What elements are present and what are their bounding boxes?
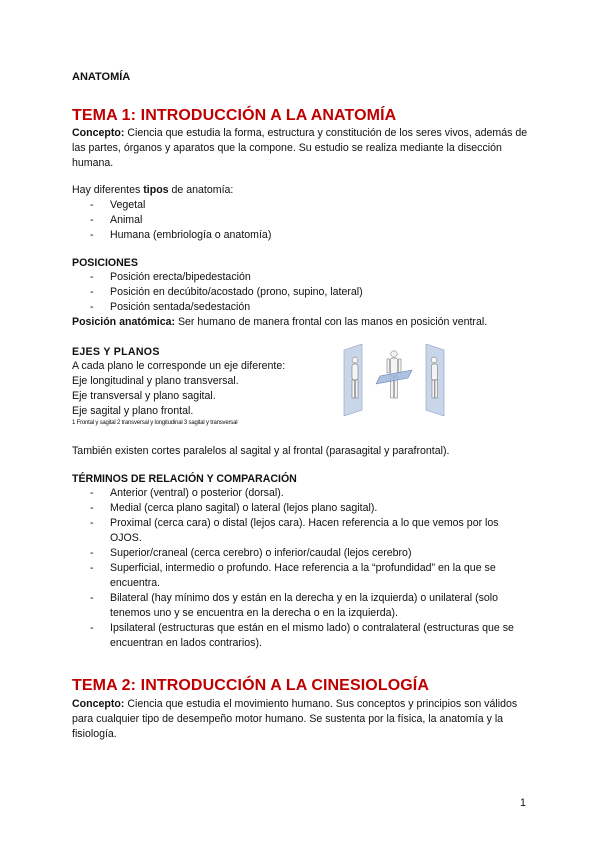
page-number: 1 [520,797,526,809]
tipos-intro [72,183,532,198]
terminos-list-wrap [72,486,532,651]
tipos-list-wrap [72,198,532,243]
list-item: - Humana (embriología o anatomía) [72,228,532,243]
list-item: - Superficial, intermedio o profundo. Hace referencia a la “profundidad” en la que se encuentra. [72,561,532,591]
figure-caption: 1 Frontal y sagital 2 transversal y longitudinal 3 sagital y transversal [72,420,238,426]
posiciones-list-wrap [72,270,532,315]
tema1-title: TEMA 1: INTRODUCCIÓN A LA ANATOMÍA [72,107,397,124]
list-item: - Posición erecta/bipedestación [72,270,532,285]
planes-figure [340,344,448,416]
list-item: - Posición en decúbito/acostado (prono, supino, lateral) [72,285,532,300]
ejes-line: Eje sagital y plano frontal. [72,405,194,417]
list-item: - Anterior (ventral) o posterior (dorsal). [72,486,532,501]
tema1-concepto-text: Ciencia que estudia la forma, estructura y constitución de los seres vivos, además de las partes, órganos y aparatos que la compone. Su estudio se realiza mediante la disección humana. [72,127,528,169]
posicion-anatomica [72,315,532,330]
ejes-line: A cada plano le corresponde un eje diferente: [72,360,286,372]
list-item: - Posición sentada/sedestación [72,300,532,315]
list-item: - Superior/craneal (cerca cerebro) o inferior/caudal (lejos cerebro) [72,546,532,561]
tema2-concepto [72,697,532,742]
terminos-list [72,486,532,651]
terminos-title: TÉRMINOS DE RELACIÓN Y COMPARACIÓN [72,473,297,485]
list-item: - Vegetal [72,198,532,213]
main-heading: ANATOMÍA [72,71,131,83]
ejes-line: Eje transversal y plano sagital. [72,390,216,402]
posiciones-list [72,270,532,315]
ejes-line: Eje longitudinal y plano transversal. [72,375,239,387]
list-item: - Animal [72,213,532,228]
tema2-concepto-label: Concepto: [72,698,125,710]
list-item: - Bilateral (hay mínimo dos y están en la derecha y en la izquierda) o unilateral (solo tenemos uno y se encuentra en la derecha o en la izquierda). [72,591,532,621]
tipos-pre: Hay diferentes [72,184,144,196]
tipos-list [72,198,532,243]
tipos-post: de anatomía: [168,184,234,196]
tema1-concepto [72,126,532,171]
list-item: - Medial (cerca plano sagital) o lateral (lejos plano sagital). [72,501,532,516]
tema2-title: TEMA 2: INTRODUCCIÓN A LA CINESIOLOGÍA [72,677,429,694]
ejes-extra: También existen cortes paralelos al sagital y al frontal (parasagital y parafrontal). [72,445,450,457]
posiciones-title: POSICIONES [72,257,138,269]
tema2-concepto-text: Ciencia que estudia el movimiento humano. Sus conceptos y principios son válidos para cualquier tipo de desempeño motor humano. Se sustenta por la física, la anatomía y la fisiología. [72,698,518,740]
posicion-anatomica-label: Posición anatómica: [72,316,176,328]
tipos-bold: tipos [143,184,169,196]
tema1-concepto-label: Concepto: [72,127,125,139]
posicion-anatomica-text: Ser humano de manera frontal con las manos en posición ventral. [175,316,488,328]
ejes-title: EJES Y PLANOS [72,346,160,358]
ejes-lines [72,359,342,419]
list-item: - Proximal (cerca cara) o distal (lejos cara). Hacen referencia a lo que vemos por los OJOS. [72,516,532,546]
list-item: - Ipsilateral (estructuras que están en el mismo lado) o contralateral (estructuras que se encuentran en lados contrarios). [72,621,532,651]
